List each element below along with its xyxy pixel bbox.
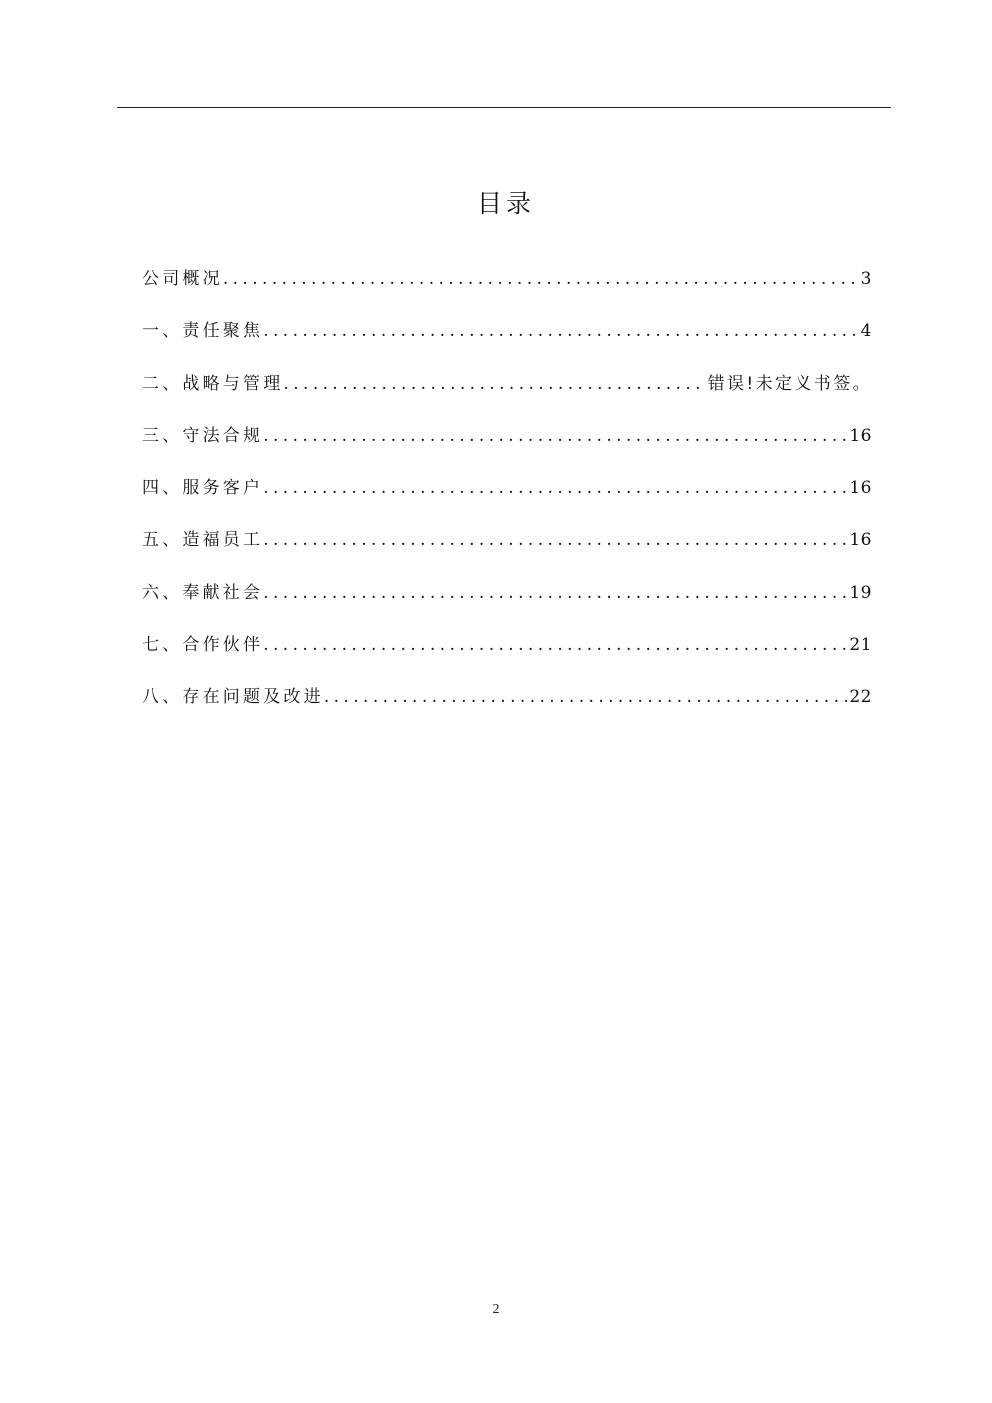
toc-dot-leader <box>324 682 848 712</box>
toc-dot-leader <box>263 316 858 346</box>
toc-dot-leader <box>263 421 847 451</box>
toc-dot-leader <box>223 264 859 294</box>
toc-entry-label: 二、战略与管理 <box>142 373 284 394</box>
toc-entry-page: 19 <box>849 582 872 603</box>
toc-entry-label: 三、守法合规 <box>142 425 264 446</box>
toc-entry-label: 公司概况 <box>142 269 223 289</box>
toc-entry-page: 3 <box>860 269 872 289</box>
page-number: 2 <box>492 1302 500 1317</box>
toc-entry-page: 16 <box>849 530 872 551</box>
toc-entry-label: 五、造福员工 <box>142 530 264 551</box>
toc-entry-label: 八、存在问题及改进 <box>142 687 324 708</box>
toc-entry-page: 16 <box>849 425 872 446</box>
toc-entry-partners[interactable] <box>142 630 872 682</box>
toc-entry-compliance[interactable] <box>142 421 872 473</box>
toc-entry-label: 一、责任聚焦 <box>142 321 264 342</box>
toc-entry-strategy-management[interactable] <box>142 369 872 421</box>
toc-title: 目录 <box>476 189 535 218</box>
toc-entry-page-error: 错误!未定义书签。 <box>707 373 872 394</box>
toc-dot-leader <box>263 578 847 608</box>
toc-dot-leader <box>263 630 847 660</box>
toc-dot-leader <box>283 369 701 399</box>
toc-entry-issues-improvement[interactable] <box>142 682 872 734</box>
toc-entry-label: 六、奉献社会 <box>142 582 264 603</box>
toc-dot-leader <box>263 525 847 555</box>
toc-entry-serve-customers[interactable] <box>142 473 872 525</box>
toc-entry-label: 四、服务客户 <box>142 478 264 499</box>
toc-entry-company-overview[interactable] <box>142 264 872 316</box>
header-rule <box>117 107 891 108</box>
toc-entry-page: 22 <box>849 687 872 708</box>
toc-entry-page: 16 <box>849 478 872 499</box>
table-of-contents <box>142 264 872 735</box>
toc-entry-page: 4 <box>860 321 872 342</box>
toc-entry-contribute-society[interactable] <box>142 578 872 630</box>
toc-entry-label: 七、合作伙伴 <box>142 635 264 656</box>
toc-entry-benefit-employees[interactable] <box>142 525 872 577</box>
toc-dot-leader <box>263 473 847 503</box>
toc-entry-responsibility-focus[interactable] <box>142 316 872 368</box>
toc-entry-page: 21 <box>849 635 872 656</box>
